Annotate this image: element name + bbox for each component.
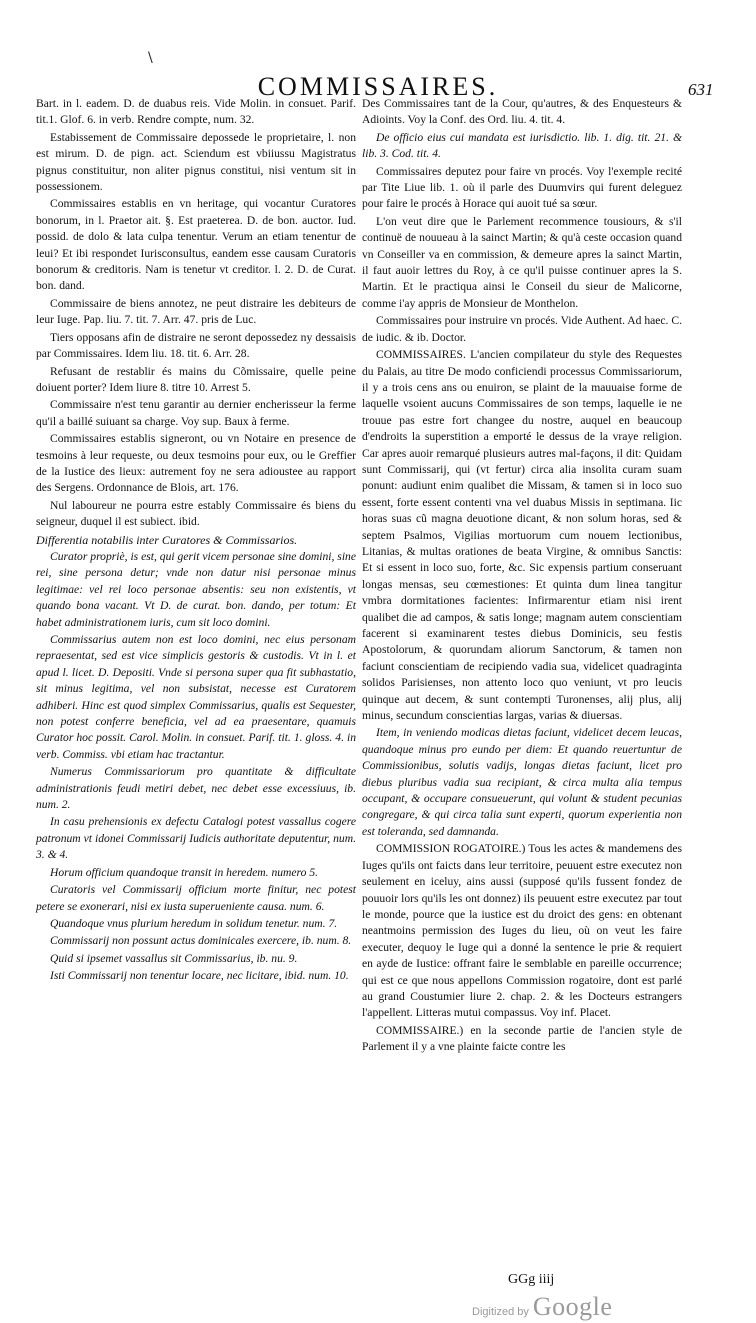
paragraph: Tiers opposans afin de distraire ne seront depossedez ny dessaisis par Commissaires. Idem liu. 18. tit. 6. Arr. 28. (36, 330, 356, 361)
paragraph: L'on veut dire que le Parlement recommence tousiours, & s'il continuë de nouueau à la sainct Martin; & qu'à ceste occasion quand vn Conseiller va en commission, & demeure apres la sainct Martin, il faut auoir lettres du Roy, à ce qu'il puisse continuer apres la S. Martin. Et le practiqua ainsi le Conseil du sieur de Malicorne, comme i'ay appris de Monsieur de Monthelon. (362, 214, 682, 310)
paragraph: Commissaires pour instruire vn procés. Vide Authent. Ad haec. C. de iudic. & ib. Doctor. (362, 314, 682, 344)
paragraph: Curator propriè, is est, qui gerit vicem personae sine domini, sine rei, sine persona detur; vnde non datur nisi personae minus legitimae: vel rei loco personae absentis: seu non existentis, vt quando bona vacant. Vt D. de curat. bon. dando, per totum: Et habet administrationem iuris, cum sit loco domini. (36, 549, 356, 629)
paragraph: Refusant de restablir és mains du Cõmissaire, quelle peine doiuent porter? Idem liure 8. titre 10. Arrest 5. (36, 364, 356, 394)
paragraph: Commissaires establis signeront, ou vn Notaire en presence de tesmoins à leur requeste, ou deux tesmoins pour eux, ou le Greffier de la Iustice des lieux: autrement foy ne sera adioustee au rapport des Sergens. Ordonnance de Blois, art. 176. (36, 432, 356, 495)
paragraph: Nul laboureur ne pourra estre estably Commissaire és biens du seigneur, duquel il est subiect. ibid. (36, 498, 356, 529)
paragraph: Horum officium quandoque transit in heredem. numero 5. (50, 865, 319, 879)
signature-mark: GGg iiij (508, 1272, 555, 1287)
margin-mark: \ (148, 50, 153, 66)
paragraph: Quandoque vnus plurium heredum in solidum tenetur. num. 7. (50, 916, 338, 930)
page-number: 631 (688, 80, 714, 99)
paragraph: COMMISSION ROGATOIRE.) Tous les actes & mandemens des Iuges qu'ils ont faicts dans leur territoire, peuuent estre executez non seulement en iceluy, ains aussi (supposé qu'ils fussent fondez de pouuoir lors qu'ils les ont donnez) ils peuuent estre executez par tout le monde, pource que la iustice est du droict des gens: en obtenant neantmoins permission des Iuges du lieu, où on veut les faire executer, dequoy le Iuge qui a donné la sentence le prie & requiert en ayde de Iustice: offrant faire le semblable en pareille occurrence; qui est ce que nous appellons Commission rogatoire, dont est parlé au grand Coustumier liure 2. chap. 2. & les Docteurs estrangers l'appellent. Litteras mutui compassus. Voy inf. Placet. (362, 842, 682, 1020)
page-title: COMMISSAIRES. (257, 72, 499, 101)
paragraph: Commissarij non possunt actus dominicales exercere, ib. num. 8. (50, 934, 352, 948)
right-column (362, 96, 682, 1057)
paragraph: Estabissement de Commissaire depossede le proprietaire, l. non est mirum. D. de pign. act. Sciendum est vbiiussu Magistratus pignus constituitur, non aliter pignus constitui, nisi ventum sit in possessionem. (36, 130, 356, 194)
paragraph: In casu prehensionis ex defectu Catalogi potest vassallus cogere patronum vt idonei Commissarij Iudicis authoritate deputentur, num. 3. & 4. (36, 815, 356, 862)
paragraph: Bart. in l. eadem. D. de duabus reis. Vide Molin. in consuet. Parif. tit.1. Glof. 6. in verb. Rendre compte, num. 32. (36, 97, 356, 127)
left-column (36, 96, 356, 986)
paragraph: Commissarius autem non est loco domini, nec eius personam repraesentat, sed est vice simplicis gestoris & custodis. Vt in l. et apud l. licet. D. Depositi. Vnde si persona super qua fit subhastatio, sit minus legitima, vel non subsistat, necesse est Curatorem adhiberi. Hinc est quod simplex Commissarius, qualis est Sequester, non potest conferre beneficia, vel ad ea praesentare, quamuis Curator hoc possit. Carol. Molin. in consuet. Parif. tit. 1. gloss. 4. in verb. Commiss. vbi etiam hac tractantur. (36, 633, 356, 761)
paragraph: COMMISSAIRES. L'ancien compilateur du style des Requestes du Palais, au titre De modo conficiendi processus Commissariorum, il y a trois cens ans ou enuiron, se plaint de la mauuaise forme de laquelle vsoient aucuns Commissaires de son temps, laquelle ie ne trouue pas estre fort changee du nostre, auquel en beaucoup d'endroits la superstition a emporté le dessus de la vraye religion. Car apres auoir remarqué plusieurs autres mal-façons, il dit: Quidam sunt Commissarij, qui (vt fertur) circa alia insolita curam suam ponunt: audiunt enim qualibet die Missam, & tamen si in loco suo essent, forte essent contenti vna vel duabus Missis in septimana. Iic horas suas cũ magna deuotione dicant, & non solum horas, sed & septem Psalmos, Vigilias mortuorum cum nouem lectionibus, Litanias, & multas orationes de beata Virgine, & omnibus Sanctis: Et si essent in loco suo, forte, &c. Sic expensis partium conseruant longas mensas, seu cœmestiones: Et quinta dum linea tangitur vmbra dormitationes facientes: Infirmarentur etiam nisi irent qualibet die ad campos, & satis longe; magnam autem conscientiam facerent si examinarent testes diebus Dominicis, seu festis Apostolorum, & quorundam aliorum Sanctorum, & tamen non faciunt conscientiam de recipiendo vadia sua, videlicet quadraginta solidos Parisienses, non attento loco quo veniunt, vt pro leucis quinque aut decem, & sunt contempti Turonenses, alij plus, alij minus, secundum conscientias largas, varias & diuersas. (362, 348, 682, 723)
digitized-watermark (472, 1292, 612, 1322)
section-heading: Differentia notabilis inter Curatores & Commissarios. (36, 532, 298, 547)
paragraph: Numerus Commissariorum pro quantitate & difficultate administrationis feudi metiri debet, nec debet esse excessiuus, ib. num. 2. (36, 765, 356, 812)
paragraph: Commissaires deputez pour faire vn procés. Voy l'exemple recité par Tite Liue lib. 1. où il parle des Duumvirs qui furent deleguez pour faire le procés à Horace qui auoit tué sa sœur. (362, 164, 682, 211)
paragraph: Commissaires establis en vn heritage, qui vocantur Curatores bonorum, in l. Praetor ait. §. Est praeterea. D. de bon. auctor. Iud. possid. de dolo & lata culpa tenentur. Verum an etiam tenentur de leui? Et ibi respondet Iurisconsultus, eandem esse causam Curatoris bonorum & creditoris. Nam is tenetur vt creditor. l. 2. D. de Curat. bon. dand. (36, 197, 356, 293)
google-logo: Google (532, 1292, 613, 1321)
paragraph: De officio eius cui mandata est iurisdictio. lib. 1. dig. tit. 21. & lib. 3. Cod. tit. 4. (362, 130, 682, 161)
paragraph: Item, in veniendo modicas dietas faciunt, videlicet decem leucas, quandoque minus pro eundo per diem: Et quando reuertuntur de Commissionibus, solutis vadijs, longas dietas faciunt, licet pro diebus pluribus vadia sua recipiant, & circa multa alia tempus occupant, & occupare consueuerunt, qui volunt & student pecunias congregare, & qui circa talia sunt experti, quorum experientia non est toleranda, sed damnanda. (362, 726, 682, 838)
digitized-by-label: Digitized by (472, 1306, 529, 1318)
paragraph: Des Commissaires tant de la Cour, qu'autres, & des Enquesteurs & Adioints. Voy la Conf. des Ord. liu. 4. tit. 4. (362, 97, 682, 127)
paragraph: COMMISSAIRE.) en la seconde partie de l'ancien style de Parlement il y a vne plainte faicte contre les (362, 1023, 682, 1054)
paragraph: Commissaire n'est tenu garantir au dernier encherisseur la ferme qu'il a baillé suiuant sa charge. Voy sup. Baux à ferme. (36, 398, 356, 428)
paragraph: Isti Commissarij non tenentur locare, nec licitare, ibid. num. 10. (50, 969, 349, 983)
paragraph: Curatoris vel Commissarij officium morte finitur, nec potest petere se exonerari, nisi ex iusta superueniente causa. num. 6. (36, 883, 356, 913)
paragraph: Quid si ipsemet vassallus sit Commissarius, ib. nu. 9. (50, 951, 298, 965)
paragraph: Commissaire de biens annotez, ne peut distraire les debiteurs de leur Iuge. Pap. liu. 7. tit. 7. Arr. 47. pris de Luc. (36, 296, 356, 327)
